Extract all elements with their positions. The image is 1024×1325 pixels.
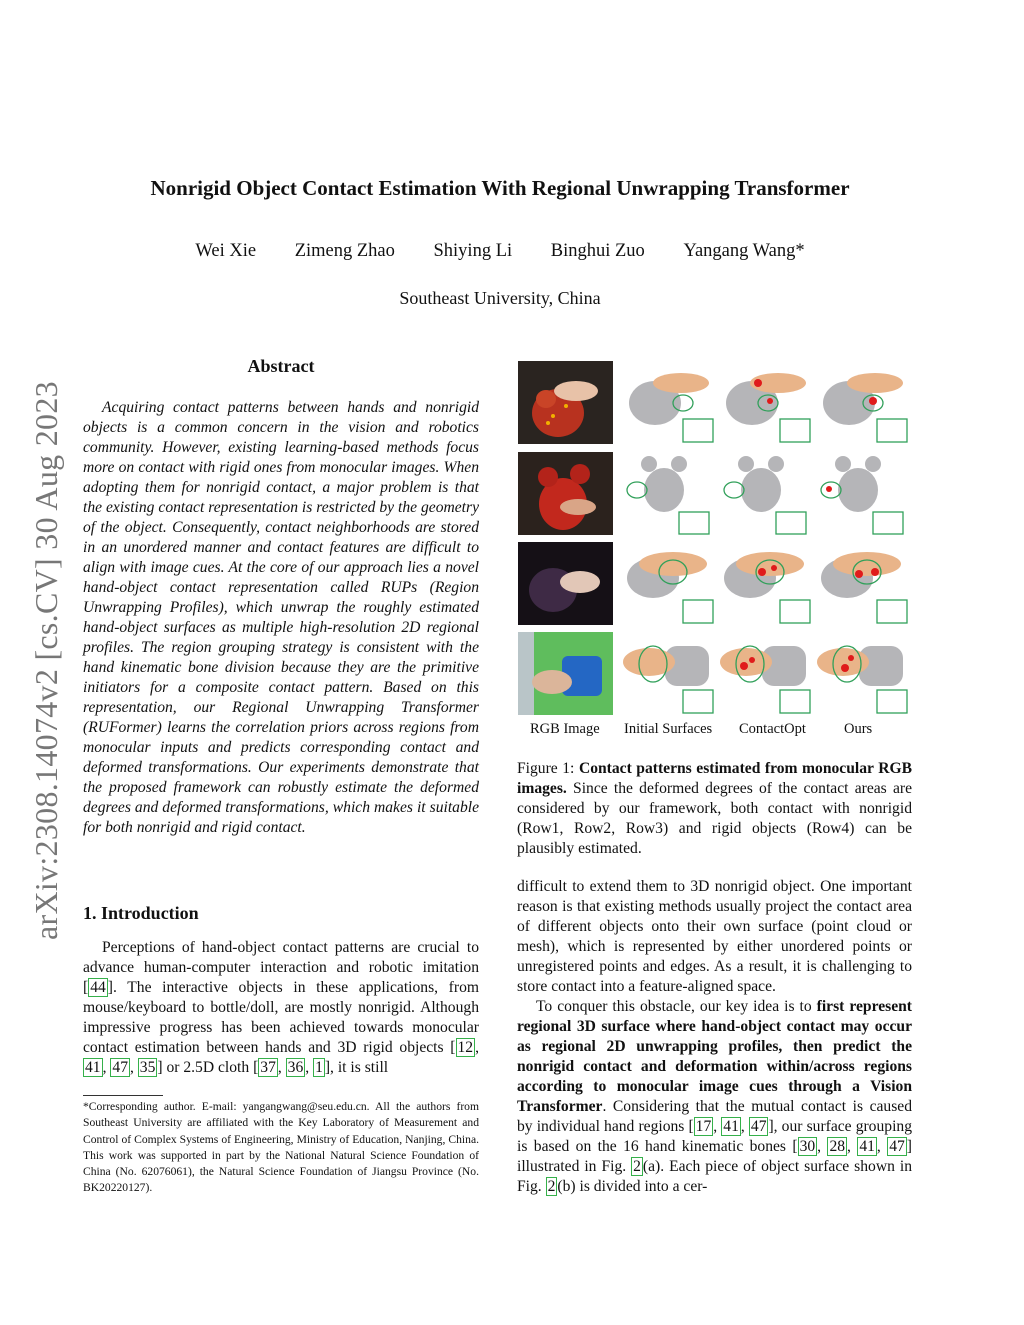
render-initial-row4: [621, 632, 716, 715]
paper-title: Nonrigid Object Contact Estimation With Regional Unwrapping Transformer: [150, 176, 850, 200]
footnote-rule: [83, 1095, 163, 1096]
column-label: Initial Surfaces: [624, 721, 713, 737]
rgb-photo-row3: [518, 542, 613, 625]
citation-link[interactable]: 35: [139, 1059, 156, 1076]
author-list: [0, 241, 1000, 262]
author: Shiying Li: [433, 241, 513, 261]
render-contactopt-row2: [718, 452, 813, 535]
render-initial-row3: [621, 542, 716, 625]
citation-link[interactable]: 12: [457, 1039, 474, 1056]
rgb-photo-row2: [518, 452, 613, 535]
affiliation: Southeast University, China: [399, 288, 601, 308]
author: Wei Xie: [195, 241, 257, 261]
render-initial-row2: [621, 452, 716, 535]
citation-link[interactable]: 1: [315, 1059, 323, 1076]
render-ours-row4: [815, 632, 910, 715]
footnote: *Corresponding author. E-mail: yangangwang@seu.edu.cn. All the authors from Southeast University are affiliated with the Key Laboratory of Measurement and Control of Complex Systems of Engineering, Ministry of Education, Nanjing, China. This work was supported in part by the National Natural Science Foundation of China (No. 62076061), the Natural Science Foundation of Jiangsu Province (No. BK20220127).: [83, 1100, 479, 1195]
arxiv-stamp: arXiv:2308.14074v2 [cs.CV] 30 Aug 2023: [28, 381, 64, 940]
body-paragraph: To conquer this obstacle, our key idea is to first represent regional 3D surface where hand-object contact may occur as regional 2D unwrapping profiles, then predict the nonrigid contact and deformation within/across regions according to monocular image cues through a Vision Transformer. Considering that the mutual contact is caused by individual hand regions [ 17 , 41 , 47 ], our surface grouping is based on the 16 hand kinematic bones [ 30 , 28 , 41 , 47 ] illustrated in Fig. 2 (a). Each piece of object surface shown in Fig. 2 (b) is divided into a cer-: [517, 998, 913, 1195]
rgb-photo-row1: [518, 361, 613, 444]
citation-link[interactable]: 41: [859, 1138, 875, 1155]
rgb-photo-row4: [518, 632, 613, 715]
figure-link[interactable]: 2: [547, 1178, 556, 1195]
author: Binghui Zuo: [550, 241, 645, 261]
render-contactopt-row1: [718, 361, 813, 444]
figure-1-grid: [518, 361, 912, 717]
render-contactopt-row3: [718, 542, 813, 625]
right-column-text: [517, 877, 912, 1197]
figure-link[interactable]: 2: [633, 1158, 641, 1175]
author: Zimeng Zhao: [294, 241, 395, 261]
render-ours-row3: [815, 542, 910, 625]
intro-paragraph: Perceptions of hand-object contact patterns are crucial to advance human-computer interaction and robotic imitation [ 44 ]. The interactive objects in these applications, from mouse/keyboard to bottle/doll, are mostly nonrigid. Although impressive progress has been achieved towards monocular contact estimation between hands and 3D rigid objects [ 12 , 41 , 47 , 35 ] or 2.5D cloth [ 37 , 36 , 1 ], it is still: [83, 939, 479, 1076]
citation-link[interactable]: 37: [260, 1059, 276, 1076]
render-ours-row1: [815, 361, 910, 444]
citation-link[interactable]: 17: [695, 1118, 712, 1135]
figure-caption: Figure 1: Contact patterns estimated from monocular RGB images. Since the deformed degrees of the contact areas are considered by our framework, both contact with nonrigid (Row1, Row2, Row3) and rigid objects (Row4) can be plausibly estimated.: [517, 760, 913, 857]
abstract-heading: Abstract: [247, 356, 315, 376]
citation-link[interactable]: 30: [799, 1138, 816, 1155]
citation-link[interactable]: 47: [889, 1138, 905, 1155]
citation-link[interactable]: 36: [287, 1059, 304, 1076]
author: Yangang Wang*: [683, 241, 805, 261]
render-contactopt-row4: [718, 632, 813, 715]
intro-heading: 1. Introduction: [83, 903, 199, 923]
introduction-section: [83, 903, 479, 1078]
citation-link[interactable]: 44: [90, 979, 106, 996]
abstract-section: [83, 356, 479, 838]
citation-link[interactable]: 47: [750, 1118, 767, 1135]
column-label: RGB Image: [530, 721, 600, 737]
citation-link[interactable]: 47: [112, 1059, 128, 1076]
abstract-text: Acquiring contact patterns between hands and nonrigid objects is a common concern in the vision and robotics community. However, existing learning-based methods focus more on contact with rigid ones from monocular images. When adopting them for nonrigid contact, a major problem is that the existing contact representation is restricted by the geometry of the object. Consequently, contact neighborhoods are stored in an unordered manner and contact features are difficult to align with image cues. At the core of our approach lies a novel hand-object contact representation called RUPs (Region Unwrapping Profiles), which unwrap the roughly estimated hand-object surfaces as multiple high-resolution 2D regional profiles. The region grouping strategy is consistent with the hand kinematic bone division because they are the primitive initiators for a composite contact pattern. Based on this representation, our Regional Unwrapping Transformer (RUFormer) learns the correlation priors across regions from monocular inputs and predicts corresponding contact and deformed transformations. Our experiments demonstrate that the proposed framework can robustly estimate the deformed degrees and deformed transformations, which makes it suitable for both nonrigid and rigid contact.: [83, 399, 479, 836]
column-label: Ours: [844, 721, 873, 737]
citation-link[interactable]: 41: [85, 1059, 101, 1076]
citation-link[interactable]: 41: [723, 1118, 739, 1135]
render-ours-row2: [815, 452, 910, 535]
render-initial-row1: [621, 361, 716, 444]
column-label: ContactOpt: [739, 721, 806, 737]
body-paragraph: difficult to extend them to 3D nonrigid object. One important reason is that existing methods usually project the contact area of different objects onto their own surface (point cloud or mesh), which is represented by either unordered points or unregistered points and edges. As a result, it is challenging to store contact into a feature-aligned space.: [517, 878, 912, 995]
citation-link[interactable]: 28: [829, 1138, 846, 1155]
